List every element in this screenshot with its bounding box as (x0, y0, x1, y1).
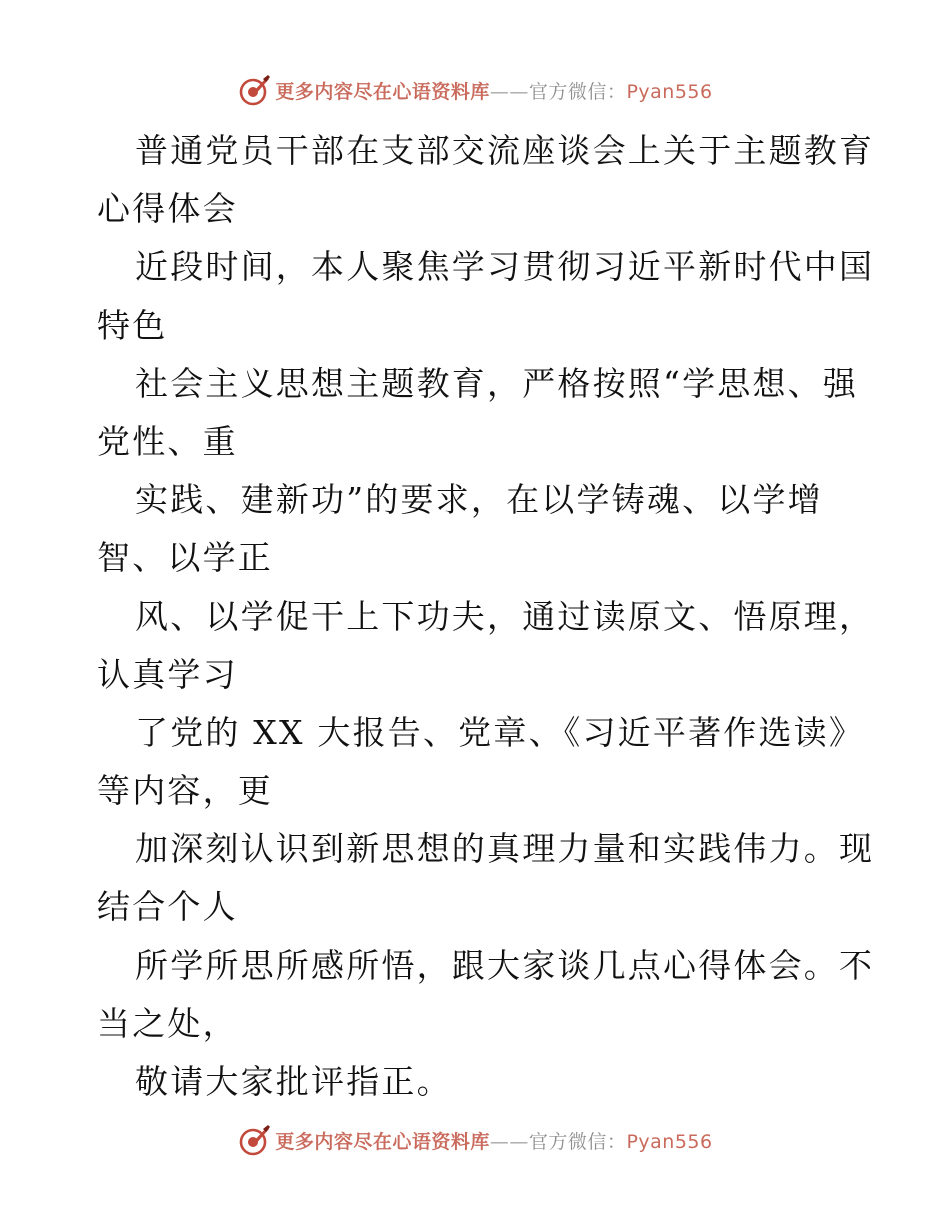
banner-wechat-id: Pyan556 (626, 80, 713, 103)
document-line: 认真学习 (97, 654, 238, 694)
quill-pen-circle-logo-icon (237, 73, 271, 107)
banner-wechat-label: 官方微信： (528, 1130, 627, 1153)
header-banner (0, 70, 950, 110)
banner-wechat-label: 官方微信： (528, 80, 627, 103)
document-line: 社会主义思想主题教育，严格按照“学思想、强 (135, 363, 859, 403)
document-line: 结合个人 (97, 887, 238, 927)
banner-dash: —— (489, 80, 529, 103)
document-line: 加深刻认识到新思想的真理力量和实践伟力。现 (135, 829, 875, 869)
banner-wechat-id: Pyan556 (626, 1130, 713, 1153)
document-body (97, 122, 875, 1111)
document-line: 风、以学促干上下功夫，通过读原文、悟原理， (135, 596, 875, 636)
document-line: 普通党员干部在支部交流座谈会上关于主题教育 (135, 131, 875, 170)
document-line: 所学所思所感所悟，跟大家谈几点心得体会。不 (135, 945, 875, 985)
document-line: 近段时间，本人聚焦学习贯彻习近平新时代中国 (135, 247, 875, 287)
banner-dash: —— (489, 1130, 529, 1153)
document-line: 实践、建新功”的要求，在以学铸魂、以学增 (135, 480, 823, 520)
document-line: 心得体会 (97, 189, 238, 229)
document-line: 智、以学正 (97, 538, 273, 578)
document-line: 等内容，更 (97, 771, 273, 811)
banner-main-text: 更多内容尽在心语资料库 (275, 1130, 490, 1153)
document-line: 特色 (97, 305, 168, 345)
footer-banner-content (237, 1120, 712, 1160)
document-line: 当之处， (97, 1003, 238, 1043)
quill-pen-circle-logo-icon (237, 1123, 271, 1157)
document-line: 了党的 XX 大报告、党章、《习近平著作选读》 (135, 712, 865, 752)
document-line: 敬请大家批评指正。 (135, 1062, 452, 1101)
banner-main-text: 更多内容尽在心语资料库 (275, 80, 490, 103)
header-banner-content (237, 70, 712, 110)
document-line: 党性、重 (97, 421, 238, 461)
footer-banner (0, 1120, 950, 1160)
